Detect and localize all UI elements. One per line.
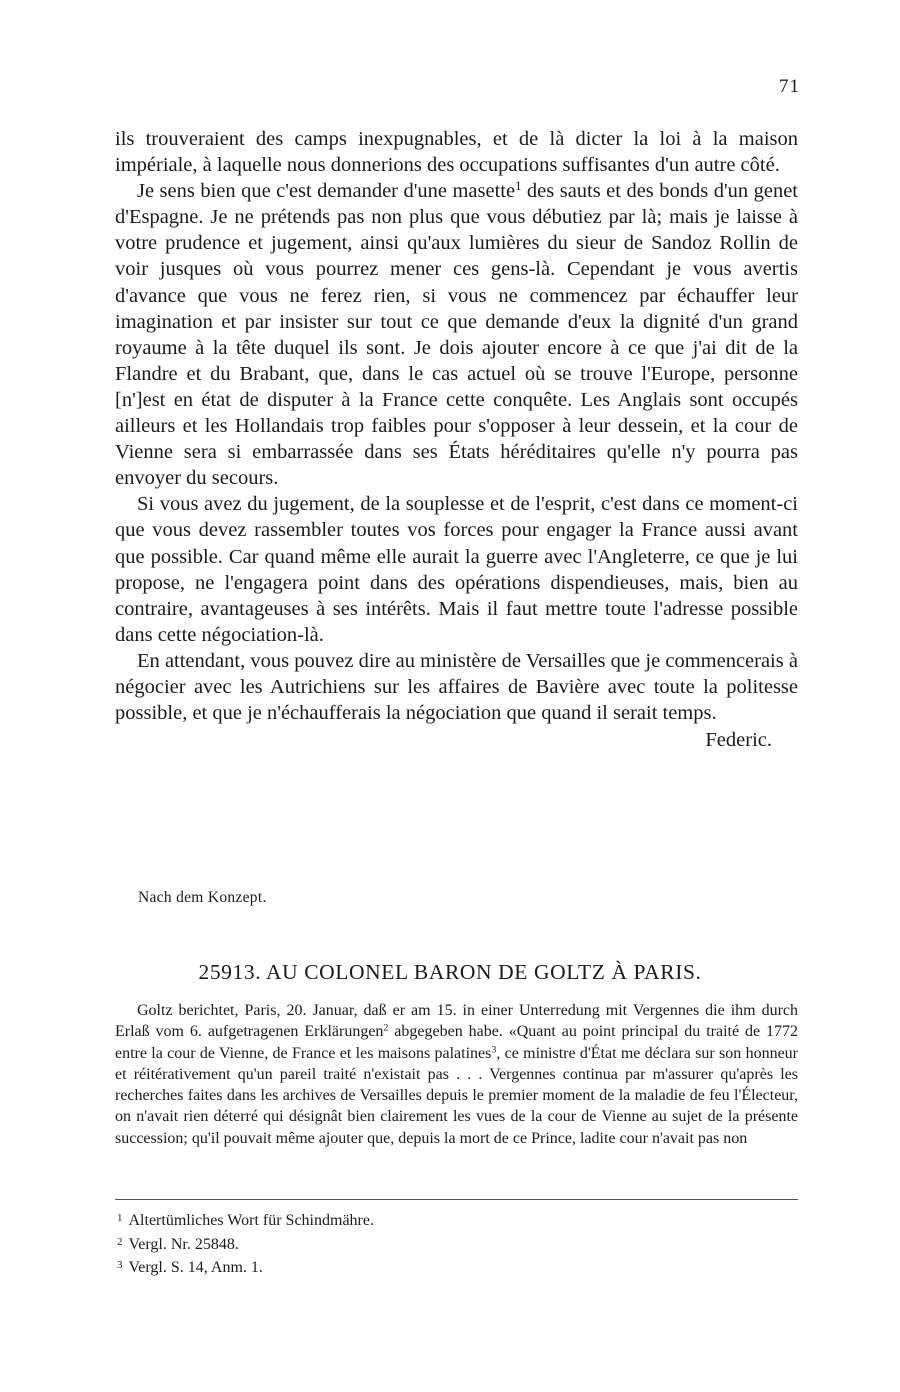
letter-paragraph-3-text: Si vous avez du jugement, de la souplesse et de l'esprit, c'est dans ce moment-ci que vous devez rassembler toutes vos forces pour engager la France aussi avant que possible. Car quand même elle aurait la guerre avec l'Angleterre, ce que je lui propose, ne l'engagera point dans des opérations dispendieuses, mais, bien au contraire, avantageuses à ses intérêts. Mais il faut mettre toute l'adresse possible dans cette négociation-là. [115,493,798,646]
letter-paragraph-2-text-a: Je sens bien que c'est demander d'une masette [137,180,516,203]
signature: Federic. [705,729,772,752]
footnote-2 [117,1232,717,1256]
summary-text-b: abgegeben habe. «Quant au point principal du traité de 1772 entre la cour de Vienne, de France et les maisons palatines [115,1023,798,1062]
summary-section [115,1000,798,1149]
footnote-1-marker: 1 [117,1212,123,1224]
letter-paragraph-1 [115,126,798,178]
footnote-3 [117,1255,717,1279]
letter-paragraph-4 [115,648,798,726]
footnote-ref-2: 2 [383,1022,389,1034]
footnote-3-text: Vergl. S. 14, Anm. 1. [128,1259,263,1276]
footnote-1-text: Altertümliches Wort für Schindmähre. [128,1212,374,1229]
source-note: Nach dem Konzept. [138,889,267,906]
page-number: 71 [779,76,800,97]
footnotes [117,1208,717,1279]
letter-body [115,126,798,753]
footnote-1 [117,1208,717,1232]
footnote-2-marker: 2 [117,1235,123,1248]
letter-paragraph-3 [115,491,798,648]
document-heading: 25913. AU COLONEL BARON DE GOLTZ À PARIS. [198,960,702,984]
footnote-ref-1: 1 [515,179,522,194]
summary-paragraph [115,1000,798,1149]
footnote-2-text: Vergl. Nr. 25848. [128,1235,239,1253]
letter-paragraph-1-text: ils trouveraient des camps inexpugnables, et de là dicter la loi à la maison impériale, à laquelle nous donnerions des occupations suffisantes d'un autre côté. [115,128,798,177]
letter-paragraph-2-text-b: des sauts et des bonds d'un genet d'Espagne. Je ne prétends pas non plus que vous débutiez par là; mais je laisse à votre prudence et jugement, ainsi qu'aux lumières du sieur de Sandoz Rollin de voir jusques où vous pourrez mener ces gens-là. Cependant je vous avertis d'avance que vous ne ferez rien, si vous ne commencez par échauffer leur imagination et par insister sur tout ce que demande d'eux la dignité d'un grand royaume à la tête duquel ils sont. Je dois ajouter encore à ce que j'ai dit de la Flandre et du Brabant, que, dans le cas actuel où se trouve l'Europe, personne [n']est en état de disputer à la France cette conquête. Les Anglais sont occupés ailleurs et les Hollandais trop faibles pour s'opposer à leur dessein, et la cour de Vienne sera si embarrassée dans ses États héréditaires qu'elle n'y pourra pas envoyer du secours. [115,180,798,490]
summary-text-c: , ce ministre d'État me déclara sur son honneur et réitérativement qu'un pareil traité n'existait pas . . . Vergennes continua par m'assurer qu'après les recherches faites dans les archives de Versailles depuis le premier moment de la maladie de feu l'Électeur, on n'avait rien déterré qui désignât bien clairement les vues de la cour de Vienne au sujet de la présente succession; qu'il pouvait même ajouter que, depuis la mort de ce Prince, ladite cour n'avait pas non [115,1044,798,1147]
letter-paragraph-4-text: En attendant, vous pouvez dire au ministère de Versailles que je commencerais à négocier avec les Autrichiens sur les affaires de Bavière avec toute la politesse possible, et que je n'échaufferais la négociation que quand il serait temps. [115,649,798,725]
footnote-divider [115,1199,798,1200]
footnote-3-marker: 3 [117,1259,123,1271]
footnote-ref-3: 3 [491,1044,497,1056]
letter-paragraph-2 [115,178,798,491]
summary-text-a: Goltz berichtet, Paris, 20. Januar, daß er am 15. in einer Unterredung mit Vergennes die ihm durch Erlaß vom 6. aufgetragenen Erklärungen [115,1002,798,1041]
